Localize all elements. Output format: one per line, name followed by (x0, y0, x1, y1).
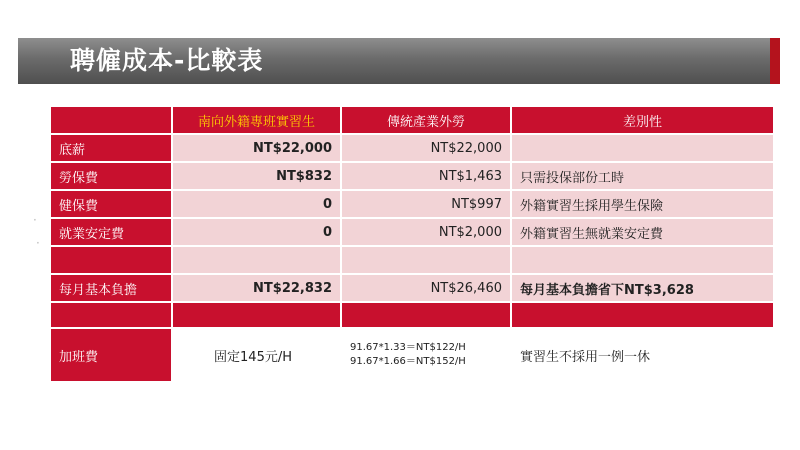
table-header-row (50, 106, 774, 134)
difference-note (511, 134, 774, 162)
intern-cost: NT$22,832 (172, 274, 341, 302)
labor-cost: NT$26,460 (341, 274, 511, 302)
separator-cell (172, 302, 341, 328)
row-label: 就業安定費 (50, 218, 172, 246)
intern-cost (172, 246, 341, 274)
intern-overtime: 固定145元/H (172, 328, 341, 382)
labor-cost: NT$997 (341, 190, 511, 218)
table-row (50, 218, 774, 246)
scan-mark: · (33, 213, 37, 227)
separator-cell (511, 302, 774, 328)
separator-cell (341, 302, 511, 328)
table-row (50, 134, 774, 162)
table-row-overtime (50, 328, 774, 382)
intern-cost: NT$832 (172, 162, 341, 190)
header-foreign-labor: 傳統產業外勞 (341, 106, 511, 134)
row-label (50, 246, 172, 274)
cost-comparison-table (49, 105, 775, 383)
title-bar (18, 38, 780, 84)
scan-mark: · (36, 236, 40, 250)
overtime-formula-2: 91.67*1.66＝NT$152/H (350, 356, 466, 367)
table-row-blank (50, 246, 774, 274)
row-label: 底薪 (50, 134, 172, 162)
row-label: 加班費 (50, 328, 172, 382)
labor-cost (341, 246, 511, 274)
table-row-total (50, 274, 774, 302)
labor-overtime (341, 328, 511, 382)
row-label: 健保費 (50, 190, 172, 218)
difference-note: 只需投保部份工時 (511, 162, 774, 190)
labor-cost: NT$1,463 (341, 162, 511, 190)
row-label: 每月基本負擔 (50, 274, 172, 302)
table-row (50, 190, 774, 218)
row-label: 勞保費 (50, 162, 172, 190)
intern-cost: NT$22,000 (172, 134, 341, 162)
header-intern: 南向外籍專班實習生 (172, 106, 341, 134)
overtime-formula-1: 91.67*1.33＝NT$122/H (350, 342, 466, 353)
page-title: 聘僱成本-比較表 (70, 46, 264, 75)
difference-note: 每月基本負擔省下NT$3,628 (511, 274, 774, 302)
labor-cost: NT$2,000 (341, 218, 511, 246)
separator-bar (50, 302, 774, 328)
header-difference: 差別性 (511, 106, 774, 134)
separator-cell (50, 302, 172, 328)
difference-note (511, 246, 774, 274)
labor-cost: NT$22,000 (341, 134, 511, 162)
table-row (50, 162, 774, 190)
intern-cost: 0 (172, 190, 341, 218)
difference-note: 實習生不採用一例一休 (511, 328, 774, 382)
difference-note: 外籍實習生採用學生保險 (511, 190, 774, 218)
intern-cost: 0 (172, 218, 341, 246)
header-blank (50, 106, 172, 134)
difference-note: 外籍實習生無就業安定費 (511, 218, 774, 246)
